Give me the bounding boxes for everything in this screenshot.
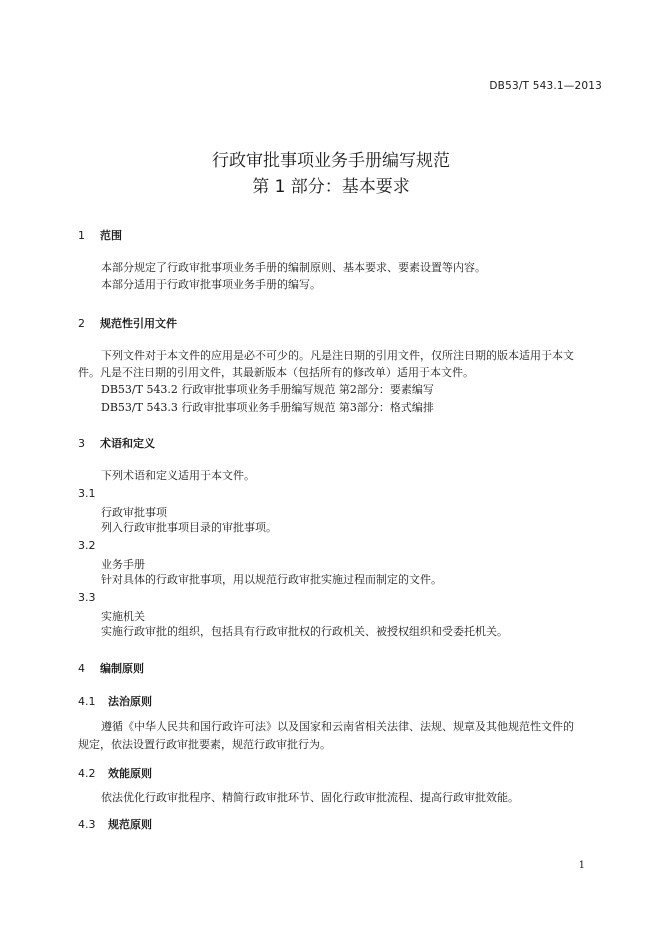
section-3-heading (78, 435, 155, 451)
reference-item: DB53/T 543.2 行政审批事项业务手册编写规范 第2部分：要素编写 (101, 383, 434, 396)
section-2-heading (78, 315, 177, 331)
paragraph: 下列术语和定义适用于本文件。 (101, 469, 255, 482)
document-subtitle: 第 1 部分：基本要求 (252, 177, 410, 197)
term-number: 3.2 (78, 539, 96, 552)
section-number: 3 (78, 437, 85, 450)
term-definition: 针对具体的行政审批事项，用以规范行政审批实施过程而制定的文件。 (101, 573, 442, 586)
subsection-title: 法治原则 (108, 695, 152, 708)
section-4-heading (78, 660, 144, 676)
subsection-title: 效能原则 (108, 767, 152, 780)
section-title: 范围 (100, 229, 122, 242)
subsection-title: 规范原则 (108, 818, 152, 831)
subsection-4-3-heading (78, 816, 152, 832)
paragraph: 本部分适用于行政审批事项业务手册的编写。 (101, 278, 321, 291)
term-name: 行政审批事项 (101, 506, 167, 519)
subsection-number: 4.3 (78, 818, 96, 831)
page-number: 1 (578, 860, 585, 871)
term-name: 实施机关 (101, 610, 145, 623)
term-number: 3.1 (78, 487, 96, 500)
paragraph: 遵循《中华人民共和国行政许可法》以及国家和云南省相关法律、法规、规章及其他规范性文件的 (101, 720, 574, 733)
reference-item: DB53/T 543.3 行政审批事项业务手册编写规范 第3部分：格式编排 (101, 401, 434, 414)
paragraph: 依法优化行政审批程序、精简行政审批环节、固化行政审批流程、提高行政审批效能。 (101, 791, 519, 804)
subsection-number: 4.2 (78, 767, 96, 780)
term-number: 3.3 (78, 591, 96, 604)
section-title: 术语和定义 (100, 437, 155, 450)
paragraph: 件。凡是不注日期的引用文件，其最新版本（包括所有的修改单）适用于本文件。 (78, 366, 474, 379)
term-definition: 实施行政审批的组织，包括具有行政审批权的行政机关、被授权组织和受委托机关。 (101, 625, 508, 638)
paragraph: 本部分规定了行政审批事项业务手册的编制原则、基本要求、要素设置等内容。 (101, 261, 486, 274)
standard-code: DB53/T 543.1—2013 (489, 80, 602, 92)
subsection-4-1-heading (78, 693, 152, 709)
subsection-number: 4.1 (78, 695, 96, 708)
term-definition: 列入行政审批事项目录的审批事项。 (101, 521, 277, 534)
section-title: 编制原则 (100, 662, 144, 675)
paragraph: 规定，依法设置行政审批要素，规范行政审批行为。 (78, 738, 331, 751)
document-title: 行政审批事项业务手册编写规范 (212, 151, 450, 171)
section-title: 规范性引用文件 (100, 317, 177, 330)
paragraph: 下列文件对于本文件的应用是必不可少的。凡是注日期的引用文件，仅所注日期的版本适用于本文 (101, 349, 574, 362)
subsection-4-2-heading (78, 765, 152, 781)
term-name: 业务手册 (101, 558, 145, 571)
section-number: 2 (78, 317, 85, 330)
section-1-heading (78, 227, 122, 243)
section-number: 1 (78, 229, 85, 242)
section-number: 4 (78, 662, 85, 675)
